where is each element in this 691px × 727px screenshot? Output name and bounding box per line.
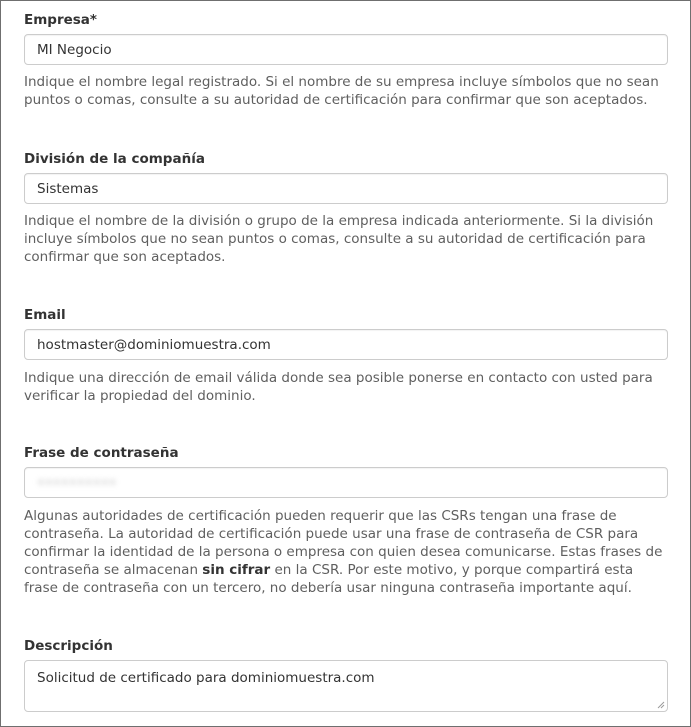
company-label: Empresa*: [24, 12, 97, 28]
passphrase-help-part2: en la CSR. Por este motivo, y porque compartirá esta frase de contraseña con un tercero, no debería usar ninguna contraseña importante aquí.: [24, 562, 634, 596]
passphrase-help-part1: Algunas autoridades de certificación pueden requerir que las CSRs tengan una frase de contraseña. La autoridad de certificación puede usar una frase de contraseña de CSR para confirmar la identidad de la persona o empresa con quien desea comunicarse. Estas frases de contraseña se almacenan: [24, 508, 663, 578]
description-textarea[interactable]: [24, 660, 668, 712]
passphrase-value-blurred: ••••••••••: [37, 475, 117, 491]
description-value: Solicitud de certificado para dominiomuestra.com: [37, 670, 375, 686]
company-field-group: [24, 11, 668, 108]
division-input[interactable]: Sistemas: [24, 173, 668, 204]
passphrase-input[interactable]: [24, 467, 668, 498]
passphrase-help-text: [24, 507, 668, 597]
passphrase-help-bold: sin cifrar: [202, 562, 271, 578]
company-help-text: Indique el nombre legal registrado. Si el nombre de su empresa incluye símbolos que no sean puntos o comas, consulte a su autoridad de certificación para confirmar que son aceptados.: [24, 74, 659, 108]
description-label: Descripción: [24, 638, 113, 654]
email-help-text: Indique una dirección de email válida donde sea posible ponerse en contacto con usted para verificar la propiedad del dominio.: [24, 370, 653, 404]
company-input[interactable]: MI Negocio: [24, 34, 668, 65]
email-input[interactable]: hostmaster@dominiomuestra.com: [24, 329, 668, 360]
description-field-group: [24, 637, 668, 686]
resize-handle-icon[interactable]: [657, 701, 665, 709]
division-label: División de la compañía: [24, 151, 205, 167]
passphrase-label: Frase de contraseña: [24, 445, 179, 461]
email-label: Email: [24, 307, 66, 323]
email-field-group: [24, 306, 668, 404]
passphrase-field-group: [24, 444, 668, 596]
division-help-text: Indique el nombre de la división o grupo de la empresa indicada anteriormente. Si la división incluye símbolos que no sean puntos o comas, consulte a su autoridad de certificación para confirmar que son aceptados.: [24, 213, 654, 265]
division-field-group: [24, 150, 668, 265]
